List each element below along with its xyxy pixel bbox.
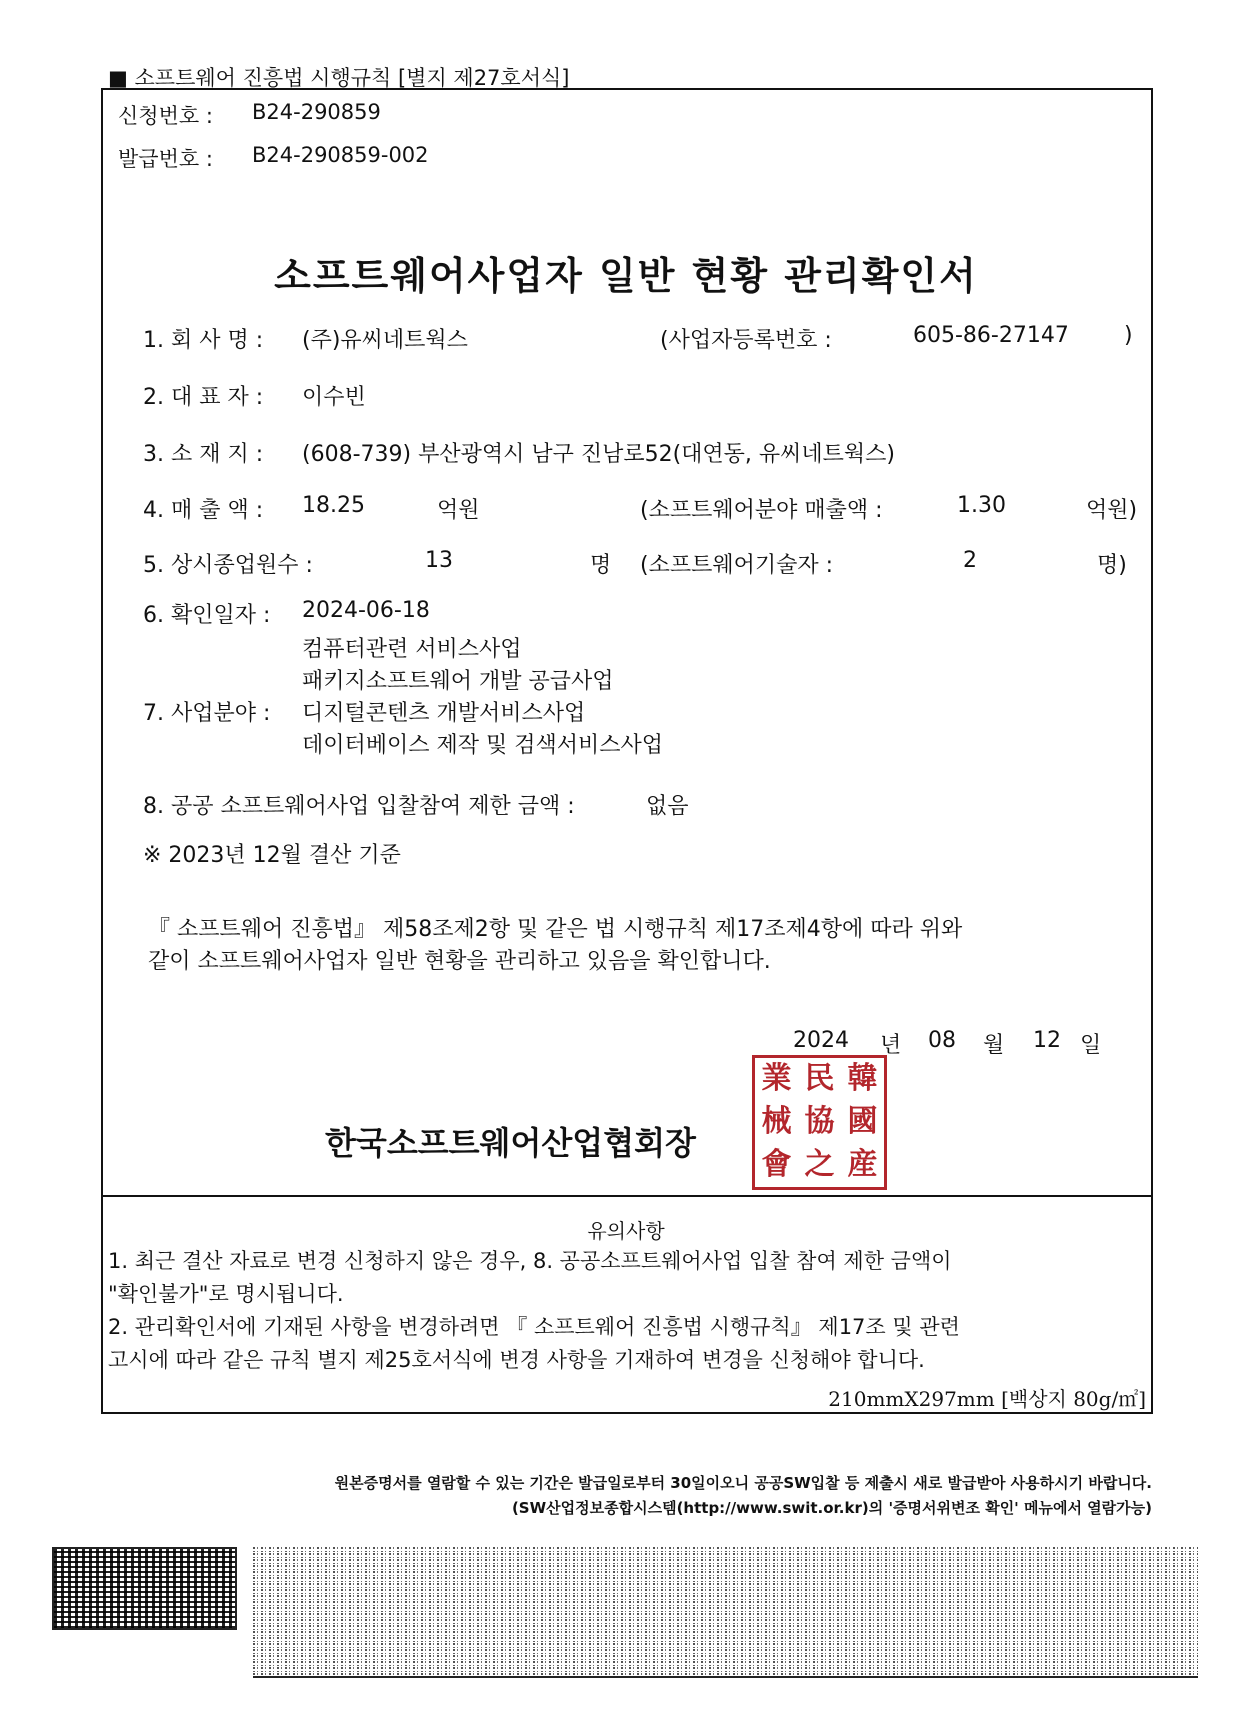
note-line-4: 고시에 따라 같은 규칙 별지 제25호서식에 변경 사항을 기재하여 변경을 신청해야 합니다. [108, 1348, 925, 1372]
issuer-name: 한국소프트웨어산업협회장 [325, 1124, 696, 1162]
bid-limit: 없음 [646, 794, 689, 819]
application-no: B24-290859 [252, 100, 381, 124]
document-title: 소프트웨어사업자 일반 현황 관리확인서 [274, 254, 978, 298]
seal-char: 韓 [847, 1061, 878, 1096]
employees-value: 13 [425, 548, 453, 573]
notes-divider [101, 1195, 1153, 1197]
footer-line-1: 원본증명서를 열람할 수 있는 기간은 발급일로부터 30일이오니 공공SW입찰 등 제출시 새로 발급받아 사용하시기 바랍니다. [334, 1474, 1152, 1492]
seal-char: 會 [761, 1147, 792, 1182]
issue-day: 12 [1033, 1028, 1061, 1053]
sw-engineers-unit: 명) [1097, 553, 1127, 578]
business-field-3: 디지털콘텐츠 개발서비스사업 [302, 701, 586, 726]
sw-sales-label: (소프트웨어분야 매출액 : [640, 498, 883, 523]
issue-month: 08 [928, 1028, 956, 1053]
barcode-underline [253, 1676, 1198, 1678]
seal-char: 民 [804, 1061, 835, 1096]
issue-year: 2024 [793, 1028, 849, 1053]
paper-spec: 210mmX297mm [백상지 80g/㎡] [828, 1387, 1146, 1411]
issue-year-unit: 년 [880, 1033, 902, 1058]
sales-label: 4. 매 출 액 : [143, 498, 264, 523]
form-header: ■ 소프트웨어 진흥법 시행규칙 [별지 제27호서식] [108, 66, 570, 90]
note-line-2: "확인불가"로 명시됩니다. [108, 1282, 344, 1306]
note-line-1: 1. 최근 결산 자료로 변경 신청하지 않은 경우, 8. 공공소프트웨어사업 입찰 참여 제한 금액이 [108, 1249, 952, 1273]
seal-char: 協 [804, 1104, 835, 1139]
issue-month-unit: 월 [983, 1033, 1005, 1058]
verification-qr-code [52, 1547, 237, 1630]
issue-no-label: 발급번호 : [118, 147, 213, 171]
biz-reg-close: ) [1124, 323, 1133, 348]
seal-char: 之 [804, 1147, 835, 1182]
note-line-3: 2. 관리확인서에 기재된 사항을 변경하려면 『 소프트웨어 진흥법 시행규칙』 제17조 및 관련 [108, 1315, 960, 1339]
business-field-1: 컴퓨터관련 서비스사업 [302, 637, 522, 662]
official-seal [752, 1055, 887, 1190]
statement-line-2: 같이 소프트웨어사업자 일반 현황을 관리하고 있음을 확인합니다. [148, 949, 771, 974]
ceo-label: 2. 대 표 자 : [143, 385, 264, 410]
basis-note: ※ 2023년 12월 결산 기준 [143, 843, 401, 868]
confirm-date-label: 6. 확인일자 : [143, 603, 271, 628]
sales-unit: 억원 [437, 498, 480, 523]
notes-title: 유의사항 [587, 1219, 665, 1243]
application-no-label: 신청번호 : [118, 104, 213, 128]
sw-sales-unit: 억원) [1086, 498, 1138, 523]
sales-value: 18.25 [302, 493, 365, 518]
employees-unit: 명 [590, 553, 612, 578]
issue-no: B24-290859-002 [252, 143, 429, 167]
issue-day-unit: 일 [1080, 1033, 1102, 1058]
address-label: 3. 소 재 지 : [143, 442, 264, 467]
statement-line-1: 『 소프트웨어 진흥법』 제58조제2항 및 같은 법 시행규칙 제17조제4항에 따라 위와 [148, 917, 963, 942]
biz-reg-label: (사업자등록번호 : [660, 328, 832, 353]
sw-engineers-label: (소프트웨어기술자 : [640, 553, 834, 578]
employees-label: 5. 상시종업원수 : [143, 553, 313, 578]
seal-char: 産 [847, 1147, 878, 1182]
footer-line-2: (SW산업정보종합시스템(http://www.swit.or.kr)의 '증명서위변조 확인' 메뉴에서 열람가능) [511, 1499, 1152, 1517]
seal-char: 業 [761, 1061, 792, 1096]
business-field-2: 패키지소프트웨어 개발 공급사업 [302, 669, 614, 694]
business-field-4: 데이터베이스 제작 및 검색서비스사업 [302, 733, 664, 758]
ceo-name: 이수빈 [302, 385, 366, 410]
seal-char: 械 [761, 1104, 792, 1139]
bid-limit-label: 8. 공공 소프트웨어사업 입찰참여 제한 금액 : [143, 794, 575, 819]
confirm-date: 2024-06-18 [302, 598, 430, 623]
business-field-label: 7. 사업분야 : [143, 701, 271, 726]
sw-sales-value: 1.30 [957, 493, 1006, 518]
sw-engineers-value: 2 [963, 548, 977, 573]
biz-reg-no: 605-86-27147 [913, 323, 1069, 348]
address: (608-739) 부산광역시 남구 진남로52(대연동, 유씨네트웍스) [302, 442, 896, 467]
verification-barcode [253, 1547, 1198, 1675]
company-name: (주)유씨네트웍스 [302, 328, 468, 353]
seal-char: 國 [847, 1104, 878, 1139]
company-label: 1. 회 사 명 : [143, 328, 264, 353]
